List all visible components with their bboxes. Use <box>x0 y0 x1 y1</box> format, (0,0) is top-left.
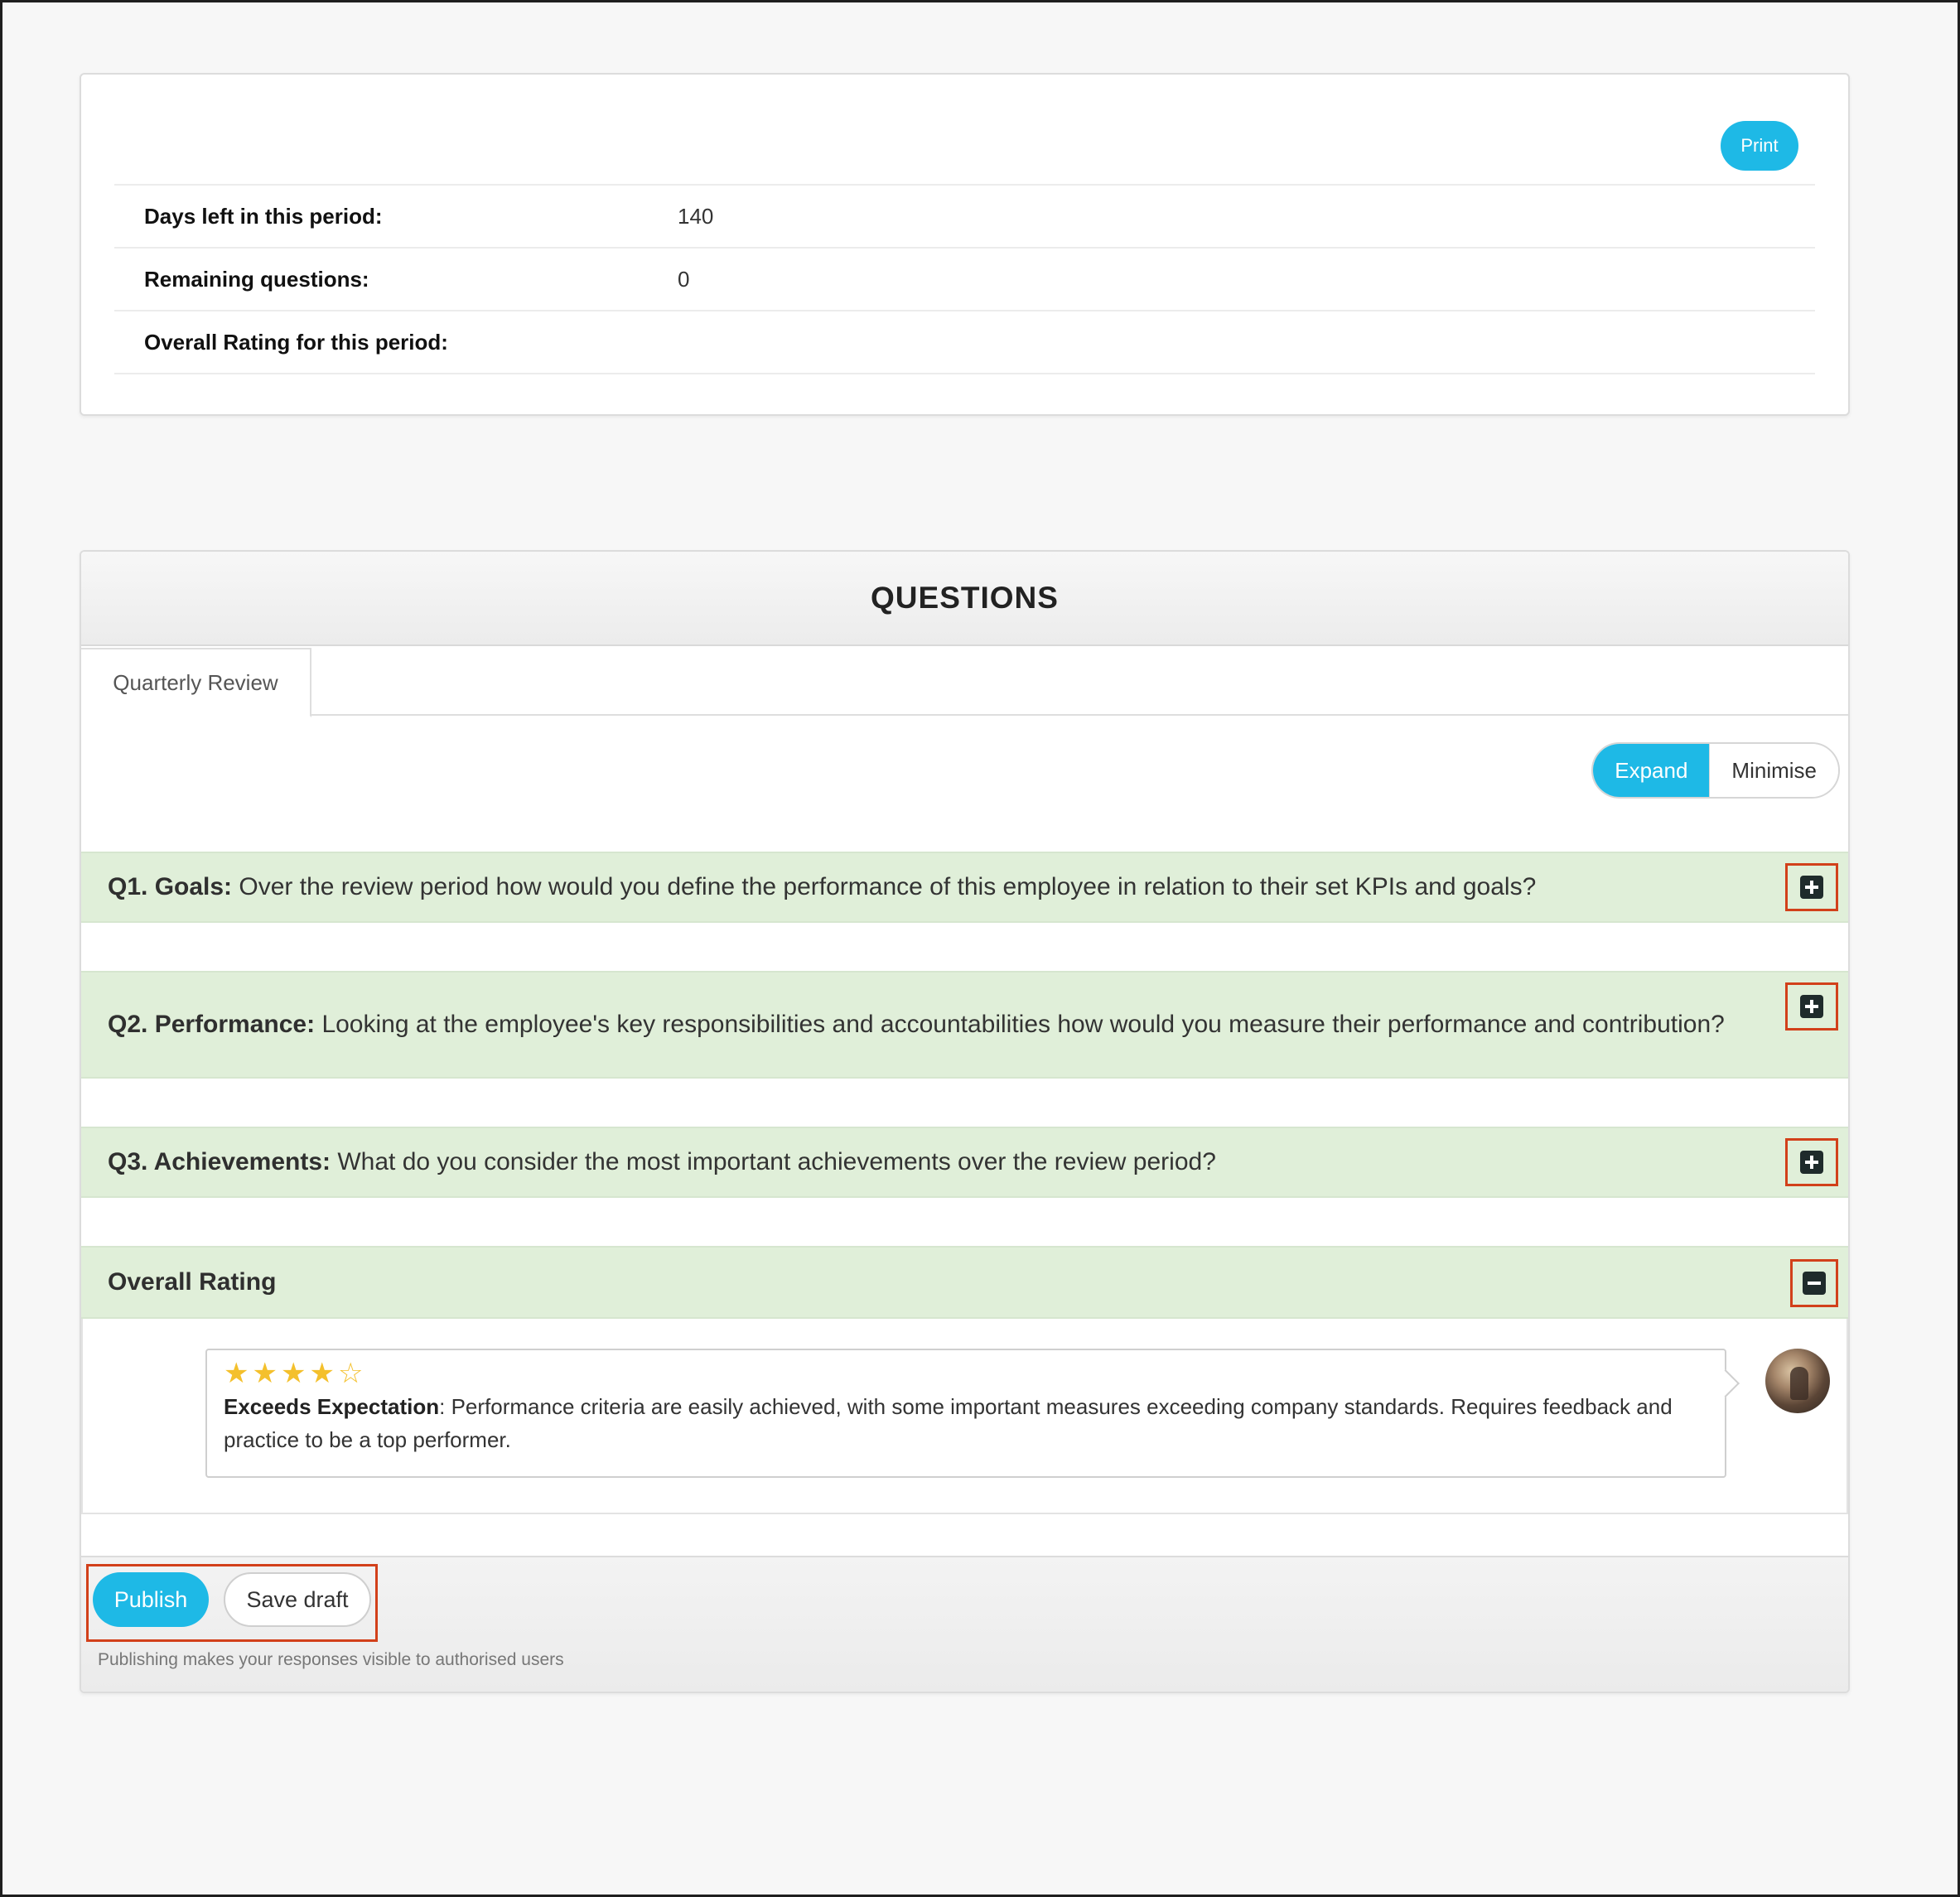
expand-question-button[interactable] <box>1785 863 1838 911</box>
question-content <box>108 1006 1725 1043</box>
star-filled-icon[interactable]: ★ <box>224 1358 249 1389</box>
tab-strip <box>81 646 1848 716</box>
question-content <box>108 869 1536 905</box>
star-filled-icon[interactable]: ★ <box>280 1358 307 1389</box>
question-row-q3[interactable] <box>81 1127 1848 1198</box>
summary-row-days-left <box>114 186 1815 249</box>
summary-value: 140 <box>678 203 714 229</box>
rating-description: : Performance criteria are easily achieved, with some important measures exceeding company standards. Requires feedback and practice to be a top performer. <box>224 1394 1673 1452</box>
avatar <box>1765 1349 1830 1413</box>
minimise-button[interactable]: Minimise <box>1709 744 1838 797</box>
star-filled-icon[interactable]: ★ <box>309 1358 335 1389</box>
question-text: Over the review period how would you define the performance of this employee in relation to their set KPIs and goals? <box>239 873 1537 900</box>
expand-question-button[interactable] <box>1785 982 1838 1031</box>
plus-square-icon <box>1800 1151 1823 1174</box>
question-row-q1[interactable] <box>81 852 1848 923</box>
rating-label: Exceeds Expectation <box>224 1394 440 1419</box>
summary-table <box>114 184 1815 374</box>
questions-header <box>81 552 1848 646</box>
publish-button[interactable]: Publish <box>93 1572 209 1627</box>
plus-square-icon <box>1800 995 1823 1018</box>
summary-label: Days left in this period: <box>144 203 383 229</box>
publish-note: Publishing makes your responses visible to authorised users <box>98 1650 564 1669</box>
questions-title: QUESTIONS <box>871 581 1059 615</box>
expand-question-button[interactable] <box>1785 1138 1838 1186</box>
star-rating <box>224 1359 1708 1388</box>
star-filled-icon[interactable]: ★ <box>252 1358 278 1389</box>
summary-row-remaining-questions <box>114 249 1815 311</box>
questions-panel <box>80 550 1850 1693</box>
plus-square-icon <box>1800 876 1823 899</box>
question-title: Q2. Performance: <box>108 1011 316 1038</box>
expand-button[interactable]: Expand <box>1593 744 1709 797</box>
question-title: Q1. Goals: <box>108 873 233 900</box>
overall-rating-body <box>81 1319 1848 1514</box>
question-text: What do you consider the most important achievements over the review period? <box>337 1148 1216 1175</box>
question-content <box>108 1144 1216 1180</box>
rating-comment-bubble <box>205 1349 1726 1478</box>
summary-row-overall-rating <box>114 311 1815 374</box>
panel-footer <box>81 1556 1848 1692</box>
star-empty-icon[interactable]: ☆ <box>337 1358 364 1389</box>
save-draft-button[interactable]: Save draft <box>224 1572 371 1627</box>
summary-value: 0 <box>678 266 690 292</box>
expand-minimise-toggle <box>1591 742 1840 799</box>
period-summary-card <box>80 73 1850 416</box>
question-row-q2[interactable] <box>81 971 1848 1079</box>
rating-text <box>224 1390 1708 1456</box>
summary-label: Remaining questions: <box>144 266 369 292</box>
summary-label: Overall Rating for this period: <box>144 329 448 355</box>
overall-rating-title: Overall Rating <box>108 1268 277 1296</box>
question-title: Q3. Achievements: <box>108 1148 331 1175</box>
overall-rating-row[interactable] <box>81 1246 1848 1319</box>
collapse-overall-rating-button[interactable] <box>1790 1259 1838 1307</box>
print-button[interactable]: Print <box>1721 121 1798 171</box>
tab-quarterly-review[interactable]: Quarterly Review <box>81 648 311 717</box>
question-text: Looking at the employee's key responsibilities and accountabilities how would you measure their performance and contribution? <box>321 1011 1725 1038</box>
minus-square-icon <box>1803 1272 1826 1295</box>
